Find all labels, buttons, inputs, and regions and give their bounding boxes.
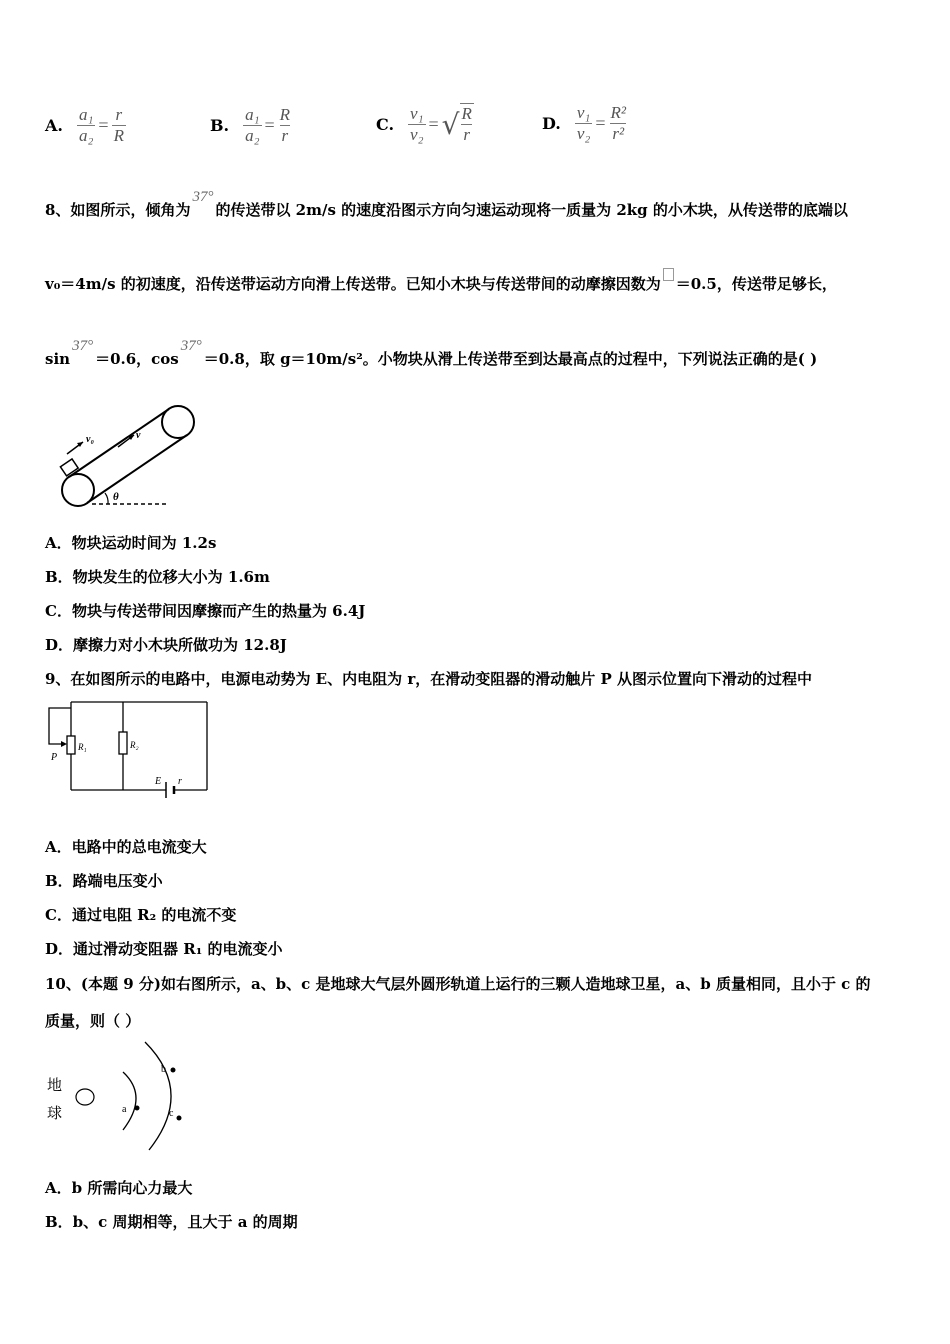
q7-option-d: D. $\frac{\text{v₁}}{\text{v₂}}$ = $\frac{\text{R²}}{\text{r²}}$ xyxy=(542,103,626,143)
q7-b-lhs-fraction: $\frac{\text{a₁}}{\text{a₂}}$ xyxy=(245,105,260,145)
q7-d-lhs-fraction: $\frac{\text{v₁}}{\text{v₂}}$ xyxy=(576,103,591,143)
q7-c-lhs-fraction: $\frac{\text{v₁}}{\text{v₂}}$ xyxy=(410,103,424,144)
q7-option-a: A. $\frac{\text{a₁}}{\text{a₂}}$ = $\frac{r}{R}$ xyxy=(45,105,124,145)
q9-stem: 9、在如图所示的电路中，电源电动势为 E、内电阻为 r，在滑动变阻器的滑动触片 P 从图示位置向下滑动的过程中 xyxy=(45,670,812,688)
q7-d-rhs-fraction: $\frac{\text{R²}}{\text{r²}}$ xyxy=(610,103,626,143)
q10-stem-line2: 质量，则（ ） xyxy=(45,1012,141,1030)
e-label: E xyxy=(155,776,162,787)
satellite-b-label: b xyxy=(161,1064,166,1075)
mu-symbol-placeholder xyxy=(663,268,674,281)
earth-label-char1: 地 xyxy=(47,1076,63,1094)
theta-label: θ xyxy=(113,491,119,503)
circuit-figure xyxy=(45,698,215,798)
q8-stem-line3: sin37°＝0.6，cos37°＝0.8，取 g＝10m/s²。小物块从滑上传送带至到达最高点的过程中，下列说法正确的是( ) xyxy=(45,338,818,368)
q7-option-b: B. $\frac{\text{a₁}}{\text{a₂}}$ = $\frac{R}{r}$ xyxy=(210,105,291,145)
earth-label-char2: 球 xyxy=(47,1104,63,1122)
p-label: P xyxy=(51,752,58,763)
q10-option-a: A．b 所需向心力最大 xyxy=(45,1179,193,1197)
orbit-a xyxy=(123,1072,136,1130)
satellite-a-label: a xyxy=(122,1104,127,1115)
satellite-b xyxy=(171,1068,176,1073)
q7-a-lhs-fraction: $\frac{\text{a₁}}{\text{a₂}}$ xyxy=(78,105,94,145)
q8-option-b: B．物块发生的位移大小为 1.6m xyxy=(45,568,270,586)
q8-option-c: C．物块与传送带间因摩擦而产生的热量为 6.4J xyxy=(45,602,366,620)
q8-stem-line1: 8、如图所示，倾角为37°的传送带以 2m/s 的速度沿图示方向匀速运动现将一质量为 2kg 的小木块，从传送带的底端以 xyxy=(45,189,848,219)
v-label: v xyxy=(136,430,141,441)
resistor-r1 xyxy=(67,736,75,754)
resistor-r2 xyxy=(119,732,127,754)
r2-label: R₂ xyxy=(130,740,139,750)
orbit-bc xyxy=(145,1042,171,1150)
q7-c-sqrt: √ $\frac{R}{r}$ xyxy=(441,104,472,144)
q9-option-d: D．通过滑动变阻器 R₁ 的电流变小 xyxy=(45,940,283,958)
q10-stem-line1: 10、(本题 9 分)如右图所示，a、b、c 是地球大气层外圆形轨道上运行的三颗人造地球卫星，a、b 质量相同，且小于 c 的 xyxy=(45,975,871,993)
q7-option-c: C. $\frac{\text{v₁}}{\text{v₂}}$ = √ $\frac{R}{r}$ xyxy=(376,103,472,144)
r-label: r xyxy=(178,776,182,787)
q8-option-a: A．物块运动时间为 1.2s xyxy=(45,534,217,552)
slider-p-arrow xyxy=(61,741,67,747)
q9-option-b: B．路端电压变小 xyxy=(45,872,163,890)
conveyor-belt-figure xyxy=(50,392,210,514)
belt-lower xyxy=(87,435,187,503)
q8-stem-line2: v₀＝4m/s 的初速度，沿传送带运动方向滑上传送带。已知小木块与传送带间的动摩擦因数为 ＝0.5，传送带足够长， xyxy=(45,273,837,294)
r1-label: R₁ xyxy=(78,742,87,752)
q9-option-a: A．电路中的总电流变大 xyxy=(45,838,207,856)
v0-label: v₀ xyxy=(86,434,94,445)
belt-upper xyxy=(69,409,169,477)
satellite-orbit-figure xyxy=(45,1038,185,1154)
q7-b-rhs-fraction: $\frac{R}{r}$ xyxy=(279,105,291,145)
earth-circle xyxy=(76,1089,94,1105)
q9-option-c: C．通过电阻 R₂ 的电流不变 xyxy=(45,906,237,924)
q10-option-b: B．b、c 周期相等，且大于 a 的周期 xyxy=(45,1213,298,1231)
satellite-c xyxy=(177,1116,182,1121)
q8-option-d: D．摩擦力对小木块所做功为 12.8J xyxy=(45,636,287,654)
q7-a-rhs-fraction: $\frac{r}{R}$ xyxy=(113,105,124,145)
satellite-a xyxy=(135,1106,140,1111)
satellite-c-label: c xyxy=(169,1108,174,1119)
